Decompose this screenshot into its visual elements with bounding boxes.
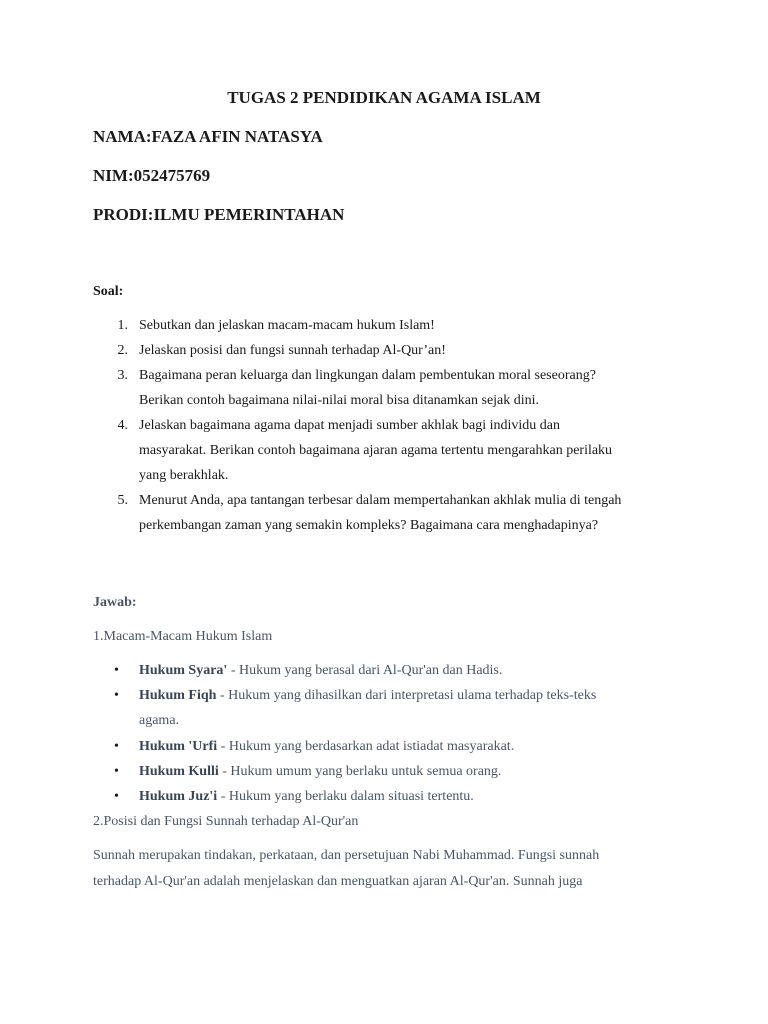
student-prodi: PRODI:ILMU PEMERINTAHAN (93, 205, 345, 224)
hukum-desc: - Hukum yang dihasilkan dari interpretasi ulama terhadap teks-teks (216, 688, 597, 703)
answer-1-heading: 1.Macam-Macam Hukum Islam (93, 629, 273, 644)
question-number: 5. (117, 493, 128, 508)
question-text: Menurut Anda, apa tantangan terbesar dalam mempertahankan akhlak mulia di tengah (139, 493, 622, 508)
hukum-desc-continued: agama. (139, 713, 180, 728)
hukum-desc: - Hukum yang berdasarkan adat istiadat masyarakat. (217, 739, 515, 754)
list-item (139, 788, 474, 806)
hukum-term: Hukum Syara' (139, 663, 228, 678)
document-title: TUGAS 2 PENDIDIKAN AGAMA ISLAM (227, 88, 541, 107)
question-number: 1. (117, 318, 128, 333)
hukum-desc: - Hukum umum yang berlaku untuk semua orang. (218, 764, 502, 779)
list-item (139, 687, 596, 705)
question-text: perkembangan zaman yang semakin kompleks? Bagaimana cara menghadapinya? (139, 518, 599, 533)
student-name: NAMA:FAZA AFIN NATASYA (93, 127, 323, 146)
question-number: 3. (117, 368, 128, 383)
hukum-term: Hukum Kulli (139, 764, 219, 779)
jawab-label: Jawab: (93, 595, 137, 610)
bullet-icon: • (114, 764, 119, 779)
bullet-icon: • (114, 688, 119, 703)
question-text: masyarakat. Berikan contoh bagaimana ajaran agama tertentu mengarahkan perilaku (139, 443, 613, 458)
question-text: yang berakhlak. (139, 468, 229, 483)
question-text: Jelaskan bagaimana agama dapat menjadi sumber akhlak bagi individu dan (139, 418, 561, 433)
hukum-term: Hukum 'Urfi (139, 739, 218, 754)
question-number: 4. (117, 418, 128, 433)
answer-2-paragraph-line: terhadap Al-Qur'an adalah menjelaskan dan menguatkan ajaran Al-Qur'an. Sunnah juga (93, 874, 583, 889)
list-item (139, 738, 514, 756)
question-text: Sebutkan dan jelaskan macam-macam hukum Islam! (139, 318, 435, 333)
answer-2-paragraph-line: Sunnah merupakan tindakan, perkataan, dan persetujuan Nabi Muhammad. Fungsi sunnah (93, 848, 600, 863)
list-item (139, 662, 502, 680)
list-item (139, 763, 501, 781)
question-text: Bagaimana peran keluarga dan lingkungan dalam pembentukan moral seseorang? (139, 368, 596, 383)
hukum-desc: - Hukum yang berasal dari Al-Qur'an dan Hadis. (227, 663, 503, 678)
soal-label: Soal: (93, 284, 124, 299)
bullet-icon: • (114, 789, 119, 804)
bullet-icon: • (114, 663, 119, 678)
question-text: Berikan contoh bagaimana nilai-nilai moral bisa ditanamkan sejak dini. (139, 393, 540, 408)
answer-2-heading: 2.Posisi dan Fungsi Sunnah terhadap Al-Qur'an (93, 814, 359, 829)
bullet-icon: • (114, 739, 119, 754)
student-nim: NIM:052475769 (93, 166, 211, 185)
question-number: 2. (117, 343, 128, 358)
hukum-term: Hukum Fiqh (139, 688, 217, 703)
question-text: Jelaskan posisi dan fungsi sunnah terhadap Al-Qur’an! (139, 343, 446, 358)
hukum-desc: - Hukum yang berlaku dalam situasi tertentu. (217, 789, 474, 804)
hukum-term: Hukum Juz'i (139, 789, 218, 804)
